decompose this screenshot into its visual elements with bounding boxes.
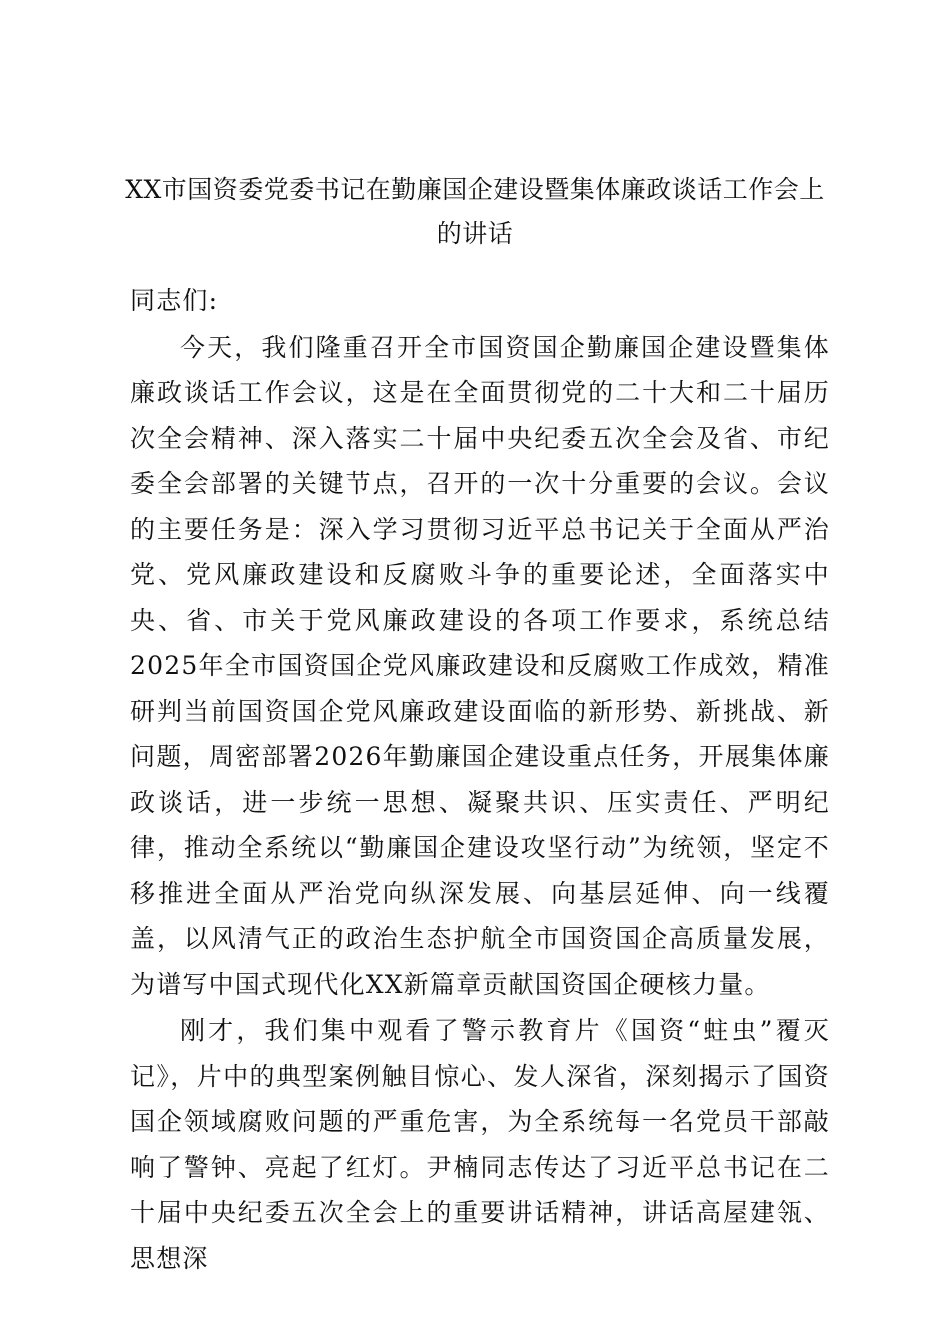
document-body bbox=[130, 278, 830, 1282]
salutation: 同志们: bbox=[130, 286, 219, 315]
paragraph-2: 刚才，我们集中观看了警示教育片《国资“蛀虫”覆灭记》，片中的典型案例触目惊心、发人深省，深刻揭示了国资国企领域腐败问题的严重危害，为全系统每一名党员干部敲响了警钟、亮起了红灯。尹楠同志传达了习近平总书记在二十届中央纪委五次全会上的重要讲话精神，讲话高屋建瓴、思想深 bbox=[130, 1016, 830, 1273]
paragraph-1: 今天，我们隆重召开全市国资国企勤廉国企建设暨集体廉政谈话工作会议，这是在全面贯彻党的二十大和二十届历次全会精神、深入落实二十届中央纪委五次全会及省、市纪委全会部署的关键节点，召开的一次十分重要的会议。会议的主要任务是：深入学习贯彻习近平总书记关于全面从严治党、党风廉政建设和反腐败斗争的重要论述，全面落实中央、省、市关于党风廉政建设的各项工作要求，系统总结2025年全市国资国企党风廉政建设和反腐败工作成效，精准研判当前国资国企党风廉政建设面临的新形势、新挑战、新问题，周密部署2026年勤廉国企建设重点任务，开展集体廉政谈话，进一步统一思想、凝聚共识、压实责任、严明纪律，推动全系统以“勤廉国企建设攻坚行动”为统领，坚定不移推进全面从严治党向纵深发展、向基层延伸、向一线覆盖，以风清气正的政治生态护航全市国资国企高质量发展，为谱写中国式现代化XX新篇章贡献国资国企硬核力量。 bbox=[130, 332, 830, 999]
document-title: XX市国资委党委书记在勤廉国企建设暨集体廉政谈话工作会上的讲话 bbox=[125, 175, 825, 248]
